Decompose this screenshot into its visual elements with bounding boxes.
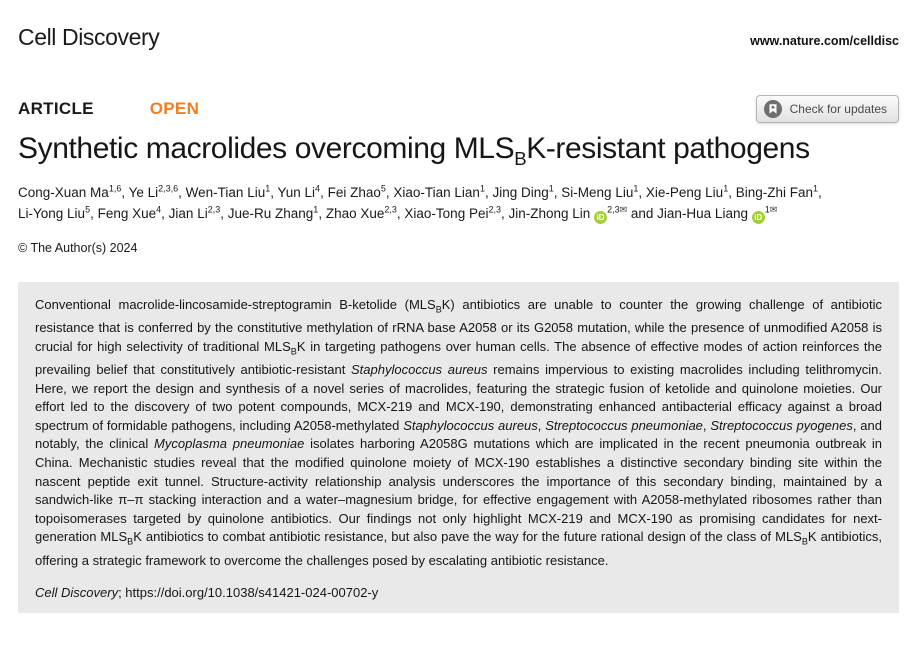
article-title: Synthetic macrolides overcoming $MLS_BK$-resistant pathogens bbox=[18, 132, 810, 169]
journal-website-link[interactable]: www.nature.com/celldisc bbox=[750, 34, 899, 48]
open-access-label: OPEN bbox=[149, 99, 200, 118]
article-label-row bbox=[18, 95, 899, 123]
page-header bbox=[18, 0, 899, 51]
author-list: Cong-Xuan Ma$^{1,6}$, Ye Li$^{2,3,6}$, Wen-Tian Liu$^1$, Yun Li$^4$, Fei Zhao$^5$, Xiao-Tian Lian$^1$, Jing Ding$^1$, Si-Meng Liu$^1$, Xie-Peng Liu$^1$, Bing-Zhi Fan$^1$, Li-Yong Liu$^5$, Feng Xue$^4$, Jian Li$^{2,3}$, Jue-Ru Zhang$^1$, Zhao Xue$^{2,3}$, Xiao-Tong Pei$^{2,3}$, Jin-Zhong Lin $iD^{2,3✉}$ and Jian-Hua Liang $iD^{1✉}$ bbox=[18, 183, 822, 222]
crossmark-icon bbox=[763, 99, 783, 119]
email-corresponding-icon[interactable]: ✉ bbox=[769, 204, 778, 215]
abstract-text: Conventional macrolide-lincosamide-streptogramin B-ketolide $(MLS_BK)$ antibiotics are unable to counter the growing challenge of antibiotic resistance that is conferred by the constitutive methylation of rRNA base A2058 or its G2058 mutation, while the presence of unmodified A2058 is crucial for high selectivity of traditional $MLS_BK$ in targeting pathogens over human cells. The absence of effective modes of action reinforces the prevailing belief that constitutively antibiotic-resistant Staphylococcus aureus remains impervious to existing macrolides including telithromycin. Here, we report the design and synthesis of a novel series of macrolides, featuring the strategic fusion of ketolide and quinolone moieties. Our effort led to the discovery of two potent compounds, MCX-219 and MCX-190, demonstrating enhanced antibacterial efficacy against a broad spectrum of formidable pathogens, including A2058-methylated Staphylococcus aureus, Streptococcus pneumoniae, Streptococcus pyogenes, and notably, the clinical Mycoplasma pneumoniae isolates harboring A2058G mutations which are implicated in the recent pneumonia outbreak in China. Mechanistic studies reveal that the modified quinolone moiety of MCX-190 establishes a distinctive secondary binding site within the nascent peptide exit tunnel. Structure-activity relationship analysis underscores the importance of this secondary binding, maintained by a sandwich-like π–π stacking interaction and a water–magnesium bridge, for effective engagement with A2058-methylated ribosomes rather than topoisomerases targeted by quinolone antibiotics. Our findings not only highlight MCX-219 and MCX-190 as promising candidates for next-generation $MLS_BK$ antibiotics to combat antibiotic resistance, but also pave the way for the future rational design of the class of $MLS_BK$ antibiotics, offering a strategic framework to overcome the challenges posed by escalating antibiotic resistance. bbox=[35, 297, 882, 568]
abstract-box bbox=[18, 282, 899, 613]
check-for-updates-label: Check for updates bbox=[789, 102, 887, 116]
check-for-updates-button[interactable] bbox=[756, 95, 899, 123]
email-corresponding-icon[interactable]: ✉ bbox=[619, 204, 628, 215]
journal-title: Cell Discovery bbox=[18, 24, 160, 50]
orcid-icon[interactable]: iD bbox=[594, 211, 607, 224]
copyright-notice: © The Author(s) 2024 bbox=[18, 241, 138, 255]
article-type-label: ARTICLE bbox=[18, 99, 94, 118]
orcid-icon[interactable]: iD bbox=[752, 211, 765, 224]
doi-citation-link[interactable]: Cell Discovery; https://doi.org/10.1038/s41421-024-00702-y bbox=[35, 585, 379, 601]
